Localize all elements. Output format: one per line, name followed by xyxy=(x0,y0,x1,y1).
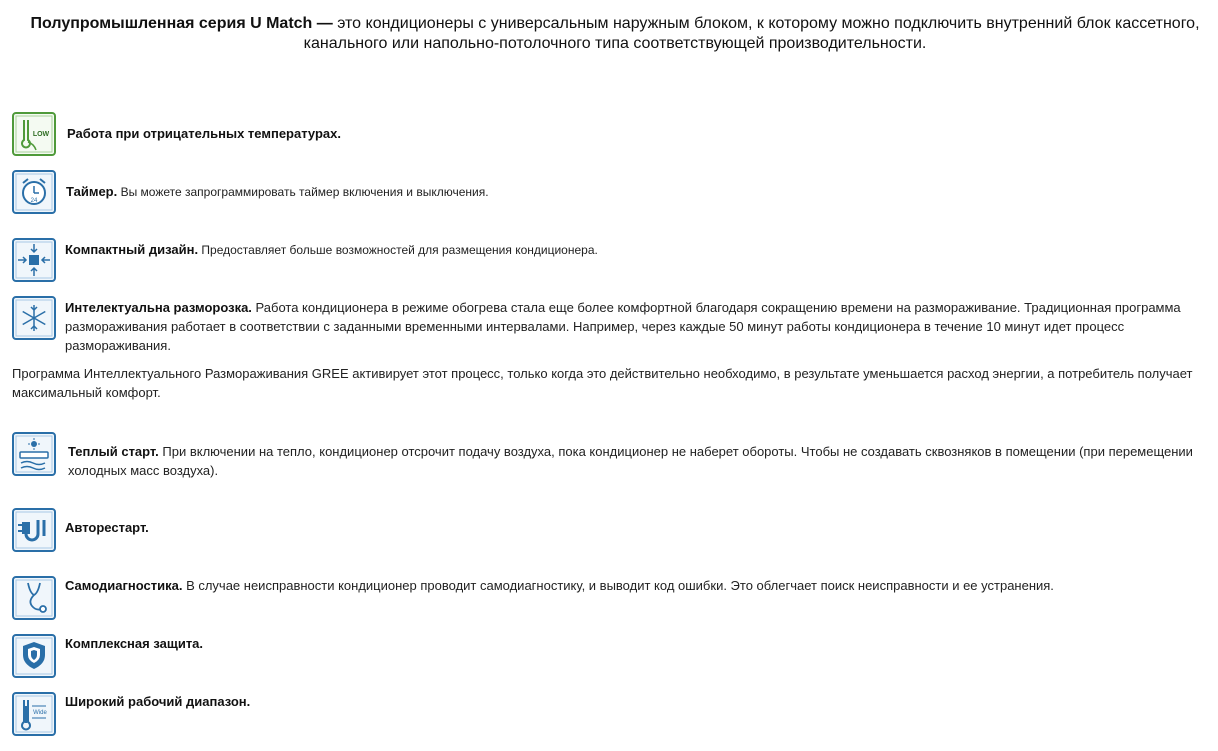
intro-paragraph xyxy=(20,14,1210,54)
self-diagnosis-icon xyxy=(12,576,56,620)
snowflake-icon xyxy=(12,296,56,340)
warm-start-icon xyxy=(12,432,56,476)
feature-title: Теплый старт. xyxy=(68,444,159,459)
feature-desc: Работа кондиционера в режиме обогрева стала еще более комфортной благодаря сокращению времени на размораживание. Традиционная программа размораживания работает в соответствии с заданными временными интервалами. Например, через каждые 50 минут работы кондиционера в течение 10 минут идет процесс размораживания. xyxy=(65,300,1181,353)
feature-text xyxy=(67,124,1207,143)
feature-title: Самодиагностика. xyxy=(65,578,183,593)
shield-icon xyxy=(12,634,56,678)
feature-title: Широкий рабочий диапазон. xyxy=(65,694,251,709)
svg-text:LOW: LOW xyxy=(32,131,50,138)
feature-text xyxy=(65,576,1205,595)
feature-desc: Предоставляет больше возможностей для размещения кондиционера. xyxy=(198,243,598,257)
feature-text xyxy=(65,298,1213,355)
intro-text: это кондиционеры с универсальным наружным блоком, к которому можно подключить внутренний блок кассетного, канального или напольно-потолочного типа соответствующей производительности. xyxy=(303,15,1200,52)
feature-desc: При включении на тепло, кондиционер отсрочит подачу воздуха, пока кондиционер не наберет обороты. Чтобы не создавать сквозняков в помещении (при перемещении холодных масс воздуха). xyxy=(68,444,1193,478)
thermometer-low-icon xyxy=(12,112,56,156)
feature-text xyxy=(65,240,1205,260)
auto-restart-plug-icon xyxy=(12,508,56,552)
feature-text xyxy=(65,692,1205,711)
feature-title: Интелектуальна разморозка. xyxy=(65,300,252,315)
feature-title: Компактный дизайн. xyxy=(65,242,199,257)
feature-desc: В случае неисправности кондиционер проводит самодиагностику, и выводит код ошибки. Это облегчает поиск неисправности и ее устранения. xyxy=(182,578,1054,593)
compact-arrows-icon xyxy=(12,238,56,282)
defrost-paragraph: Программа Интеллектуального Размораживания GREE активирует этот процесс, только когда это действительно необходимо, в результате уменьшается расход энергии, а потребитель получает максимальный комфорт. xyxy=(12,366,1193,400)
feature-title: Таймер. xyxy=(66,184,118,199)
alarm-clock-icon xyxy=(12,170,56,214)
svg-text:24: 24 xyxy=(30,198,38,204)
wide-range-thermometer-icon xyxy=(12,692,56,736)
feature-title: Комплексная защита. xyxy=(65,636,204,651)
feature-text xyxy=(68,442,1208,480)
feature-text xyxy=(65,518,1205,537)
feature-text xyxy=(66,182,1206,202)
feature-text xyxy=(65,634,1205,653)
feature-desc: Вы можете запрограммировать таймер включения и выключения. xyxy=(117,185,489,199)
feature-title: Авторестарт. xyxy=(65,520,149,535)
svg-text:Wide: Wide xyxy=(33,710,47,716)
intro-bold: Полупромышленная серия U Match — xyxy=(30,15,333,32)
feature-title: Работа при отрицательных температурах. xyxy=(67,126,341,141)
